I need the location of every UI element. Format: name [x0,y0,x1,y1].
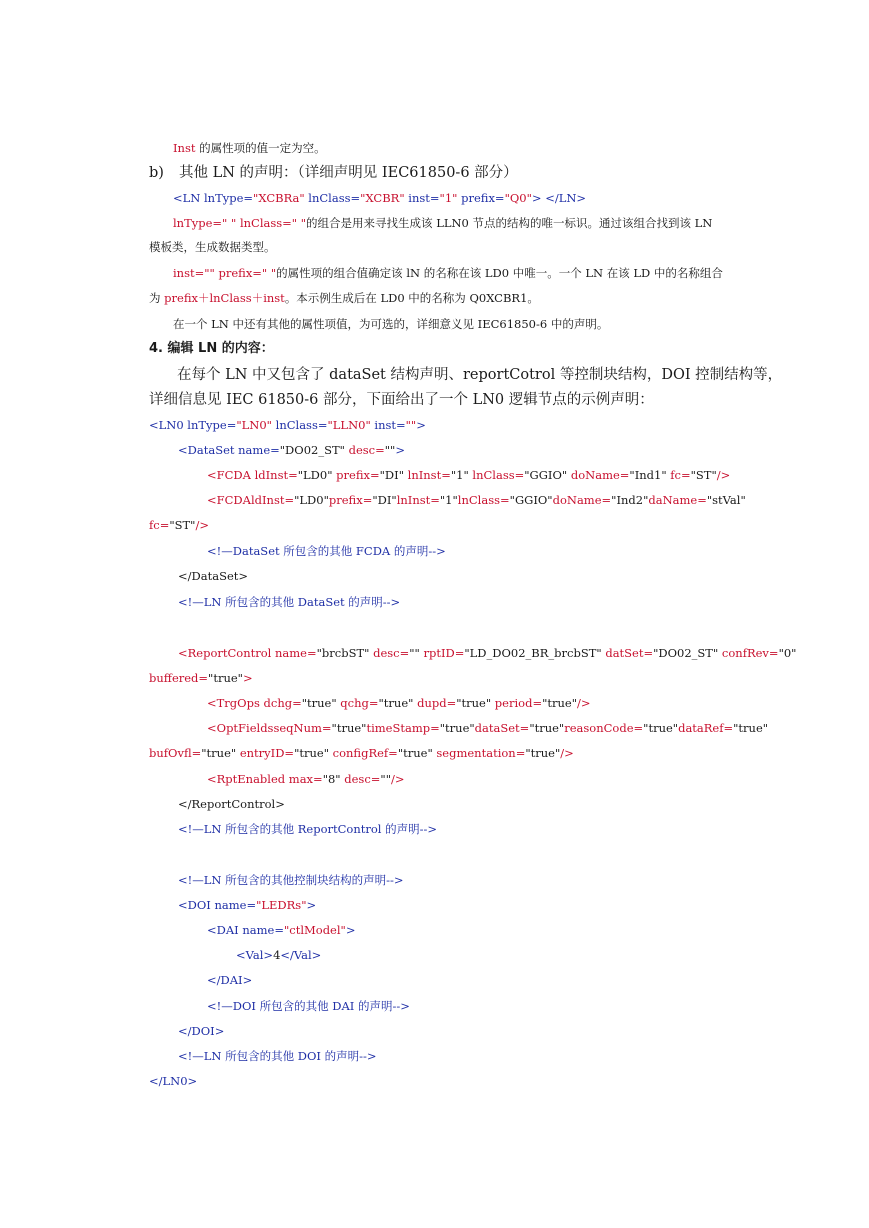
xml-val: "true" [439,721,475,735]
xml-reportcontrol-open-line1 [178,646,796,660]
xml-attr: desc= [340,772,381,786]
section-4-title: 4. 编辑 LN 的内容： [149,341,274,356]
xml-val-open-tag: <Val> [236,948,274,962]
xml-bracket: > [306,898,317,912]
xml-attr: timeStamp= [366,721,440,735]
xml-doi-tag: <DOI name= [178,898,257,912]
xml-val: "LN0" [236,418,272,432]
xml-attr: prefix= [328,493,373,507]
xml-ln0-open [149,418,426,432]
xml-optfields-tag: <OptFields [207,721,274,735]
inst-prefix-keyword: inst="" prefix=" " [173,266,277,280]
xml-reportcontrol-tag: <ReportControl name= [178,646,317,660]
xml-bracket: > [345,923,356,937]
inst-prefix-note-line1 [173,266,723,280]
xml-val: "brcbST" [316,646,370,660]
lntype-note-text: 的组合是用来寻找生成该 LLN0 节点的结构的唯一标识。通过该组合找到该 LN [306,216,713,230]
xml-optfields-line2 [149,746,574,760]
xml-attr: buffered= [149,671,209,685]
lntype-value: "XCBRa" [253,191,305,205]
xml-fcda-tag: <FCDA [207,493,251,507]
xml-attr-pair [564,721,678,735]
xml-val: "LLN0" [327,418,371,432]
section-4-para-line1: 在每个 LN 中又包含了 dataSet 结构声明、reportCotrol 等控制块结构，DOI 控制结构等， [177,367,783,383]
xml-rptenabled-tag: <RptEnabled max= [207,772,323,786]
xml-val: "LD_DO02_BR_brcbST" [464,646,602,660]
xml-attr: ldInst= [250,493,295,507]
xml-bracket: /> [716,468,731,482]
xml-attr: daName= [648,493,707,507]
xml-val: "Ind1" [629,468,667,482]
xml-attr: desc= [369,646,410,660]
inst-prefix-note-line2 [149,291,539,305]
xml-fcda-2-line1 [207,493,746,507]
xml-val: "true" [542,696,577,710]
xml-val: "" [384,443,396,457]
xml-attr-pair [397,493,458,507]
xml-trgops-tag: <TrgOps dchg= [207,696,302,710]
inst-attr: inst= [404,191,440,205]
inst-prefix-text2a: 为 [149,291,165,305]
xml-doi-close: </DOI> [178,1024,225,1038]
xml-val: "1" [450,468,469,482]
xml-attr: bufOvfl= [149,746,202,760]
xml-val: "stVal" [706,493,746,507]
xml-val: "GGIO" [524,468,568,482]
xml-attr-pair [475,721,565,735]
inst-prefix-text: 的属性项的组合值确定该 lN 的名称在该 LD0 中唯一。一个 LN 在该 LD 中的名称组合 [276,266,723,280]
xml-dai-open [207,923,355,937]
xml-attr-pair [553,493,649,507]
xml-val-close-tag: </Val> [280,948,322,962]
xml-attr: lnClass= [271,418,328,432]
xml-reportcontrol-close: </ReportControl> [178,797,285,811]
xml-val: "true" [456,696,492,710]
xml-attr-pair [273,721,366,735]
prefix-value: "Q0" [504,191,532,205]
xml-val: "DO02_ST" [653,646,719,660]
xml-comment-doi-dai: <!—DOI 所包含的其他 DAI 的声明--> [207,999,410,1013]
inst-keyword: Inst [173,141,196,155]
xml-attr-pair [251,493,329,507]
ln-close-tag: > </LN> [531,191,587,205]
lntype-note-line1 [173,216,712,230]
xml-dataset-close: </DataSet> [178,569,249,583]
xml-bracket: > [242,671,253,685]
lntype-note-line2 [149,240,276,254]
xml-val: "LEDRs" [256,898,307,912]
xml-dai-close: </DAI> [207,973,253,987]
name-formula: prefix＋lnClass＋inst [164,291,285,305]
xml-attr-pair [366,721,474,735]
xml-val: "DI" [372,493,397,507]
optional-note: 在一个 LN 中还有其他的属性项值，为可选的，详细意义见 IEC61850-6 中的声明。 [173,317,609,331]
lntype-keyword: lnType=" " lnClass=" " [173,216,307,230]
xml-fcda-1 [207,468,730,482]
xml-comment-ln-ctrlblock: <!—LN 所包含的其他控制块结构的声明--> [178,873,404,887]
xml-attr: desc= [344,443,385,457]
xml-optfields-line1 [207,721,769,735]
section-4-para-line2: 详细信息见 IEC 61850-6 部分，下面给出了一个 LN0 逻辑节点的示例声明： [149,392,654,408]
xml-attr: seqNum= [273,721,332,735]
lnclass-attr: lnClass= [304,191,361,205]
xml-comment-dataset-fcda: <!—DataSet 所包含的其他 FCDA 的声明--> [207,544,446,558]
xml-attr: doName= [552,493,612,507]
item-b-title: 其他 LN 的声明：（详细声明见 IEC61850-6 部分） [179,165,518,181]
xml-attr: rptID= [419,646,465,660]
xml-attr: qchg= [336,696,379,710]
xml-dai-tag: <DAI name= [207,923,284,937]
xml-val: "DI" [379,468,404,482]
xml-attr: configRef= [329,746,398,760]
xml-val: "ST" [169,518,196,532]
xml-bracket: /> [560,746,574,760]
xml-val: "true" [201,746,237,760]
xml-val: "Ind2" [611,493,649,507]
xml-val: "true" [525,746,561,760]
xml-val: "" [409,646,420,660]
xml-bracket: > [395,443,405,457]
xml-bracket: > [416,418,426,432]
xml-val: "true" [294,746,329,760]
inst-note-text: 的属性项的值一定为空。 [195,141,326,155]
xml-val-element [236,948,321,962]
xml-attr: segmentation= [432,746,526,760]
xml-val: "true" [208,671,243,685]
xml-val: "DO02_ST" [279,443,345,457]
xml-val: "true" [378,696,414,710]
xml-val: "true" [331,721,367,735]
xml-dataset-open [178,443,405,457]
xml-comment-ln-reportcontrol: <!—LN 所包含的其他 ReportControl 的声明--> [178,822,438,836]
xml-val-content: 4 [273,948,281,962]
xml-dataset-tag: <DataSet name= [178,443,280,457]
xml-val: "LD0" [297,468,333,482]
xml-attr-pair [678,721,768,735]
xml-attr: prefix= [332,468,380,482]
xml-val: "8" [322,772,341,786]
item-b-marker: b) [149,165,164,181]
item-b-heading [149,164,518,182]
xml-attr: lnClass= [457,493,510,507]
xml-attr-pair [329,493,397,507]
xml-attr-pair [648,493,745,507]
xml-fcda-2-line2 [149,518,209,532]
xml-val: "LD0" [294,493,329,507]
xml-val: "GGIO" [509,493,553,507]
xml-reportcontrol-open-line2 [149,671,253,685]
xml-val: "true" [733,721,769,735]
lntype-note-text2: 模板类，生成数据类型。 [149,240,276,254]
xml-bracket: /> [391,772,405,786]
xml-attr: dataRef= [678,721,734,735]
xml-bracket: /> [195,518,209,532]
xml-attr-pair [458,493,553,507]
xml-ln0-tag: <LN0 lnType= [149,418,237,432]
xml-attr: confRev= [718,646,779,660]
xml-val: "ST" [690,468,717,482]
ln-declaration [173,191,586,205]
xml-attr: lnInst= [396,493,440,507]
xml-val: "1" [439,493,458,507]
xml-val: "0" [778,646,797,660]
xml-attr: period= [491,696,543,710]
ln-tag: <LN lnType= [173,191,254,205]
inst-value: "1" [439,191,458,205]
xml-ln0-close: </LN0> [149,1074,198,1088]
xml-val: "true" [529,721,565,735]
xml-rptenabled [207,772,405,786]
xml-comment-ln-doi: <!—LN 所包含的其他 DOI 的声明--> [178,1049,377,1063]
xml-attr: dupd= [413,696,457,710]
xml-doi-open [178,898,316,912]
xml-attr: lnInst= [403,468,451,482]
xml-fcda-tag: <FCDA ldInst= [207,468,298,482]
xml-attr: doName= [567,468,630,482]
lnclass-value: "XCBR" [360,191,405,205]
xml-attr: inst= [370,418,406,432]
xml-attr: reasonCode= [564,721,644,735]
xml-val: "true" [643,721,679,735]
inst-prefix-text2b: 。本示例生成后在 LD0 中的名称为 Q0XCBR1。 [284,291,539,305]
xml-attr: lnClass= [468,468,525,482]
xml-comment-ln-dataset: <!—LN 所包含的其他 DataSet 的声明--> [178,595,401,609]
xml-bracket: /> [577,696,591,710]
xml-val: "ctlModel" [283,923,346,937]
xml-val: "" [405,418,417,432]
xml-val: "" [380,772,391,786]
xml-attr: fc= [666,468,691,482]
xml-attr: fc= [149,518,170,532]
xml-val: "true" [397,746,433,760]
xml-attr: dataSet= [474,721,530,735]
xml-trgops [207,696,591,710]
prefix-attr: prefix= [457,191,505,205]
inst-note [173,141,326,155]
xml-val: "true" [301,696,337,710]
xml-attr: entryID= [236,746,295,760]
xml-attr: datSet= [601,646,654,660]
